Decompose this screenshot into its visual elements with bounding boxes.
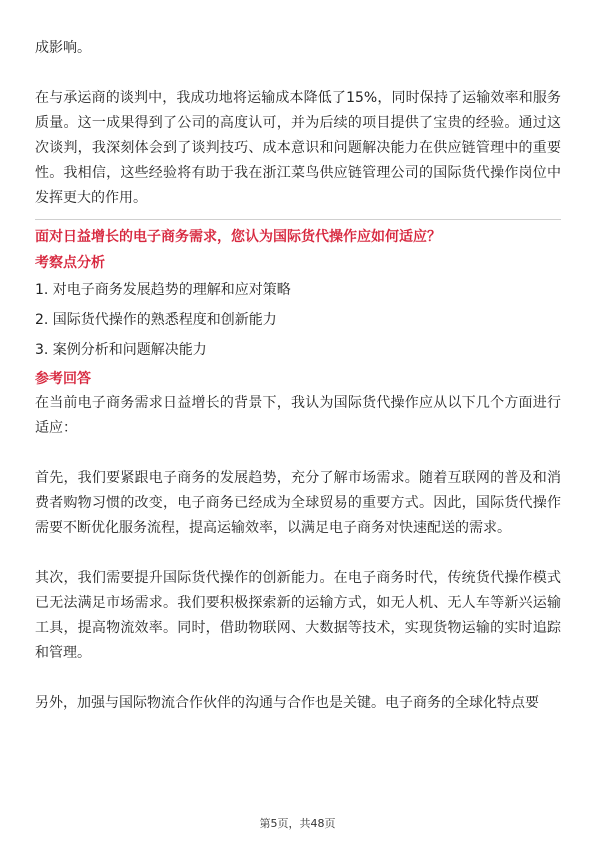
spacer — [35, 61, 561, 86]
section-divider — [35, 219, 561, 220]
analysis-item: 2. 国际货代操作的熟悉程度和创新能力 — [35, 312, 277, 328]
answer-paragraph: 其次，我们需要提升国际货代操作的创新能力。在电子商务时代，传统货代操作模式已无法满足市场需求。我们要积极探索新的运输方式，如无人机、无人车等新兴运输工具，提高物流效率。同时，借助物联网、大数据等技术，实现货物运输的实时追踪和管理。 — [35, 570, 561, 661]
analysis-title: 考察点分析 — [35, 255, 105, 271]
intro-continuation: 成影响。 — [35, 40, 91, 56]
intro-paragraph: 在与承运商的谈判中，我成功地将运输成本降低了15%，同时保持了运输效率和服务质量。这一成果得到了公司的高度认可，并为后续的项目提供了宝贵的经验。通过这次谈判，我深刻体会到了谈判技巧、成本意识和问题解决能力在供应链管理中的重要性。我相信，这些经验将有助于我在浙江菜鸟供应链管理公司的国际货代操作岗位中发挥更大的作用。 — [35, 90, 561, 206]
analysis-item: 3. 案例分析和问题解决能力 — [35, 342, 207, 358]
answer-paragraph: 首先，我们要紧跟电子商务的发展趋势，充分了解市场需求。随着互联网的普及和消费者购物习惯的改变，电子商务已经成为全球贸易的重要方式。因此，国际货代操作需要不断优化服务流程，提高运输效率，以满足电子商务对快速配送的需求。 — [35, 470, 561, 536]
spacer — [35, 666, 561, 691]
answer-title: 参考回答 — [35, 371, 91, 387]
answer-paragraph: 另外，加强与国际物流合作伙伴的沟通与合作也是关键。电子商务的全球化特点要 — [35, 695, 539, 711]
page-content — [35, 36, 561, 716]
analysis-item: 1. 对电子商务发展趋势的理解和应对策略 — [35, 282, 291, 298]
answer-paragraph: 在当前电子商务需求日益增长的背景下，我认为国际货代操作应从以下几个方面进行适应： — [35, 395, 561, 436]
spacer — [35, 541, 561, 566]
question-heading: 面对日益增长的电子商务需求，您认为国际货代操作应如何适应？ — [35, 229, 441, 245]
spacer — [35, 441, 561, 466]
page-indicator: 第5页，共48页 — [259, 817, 336, 830]
